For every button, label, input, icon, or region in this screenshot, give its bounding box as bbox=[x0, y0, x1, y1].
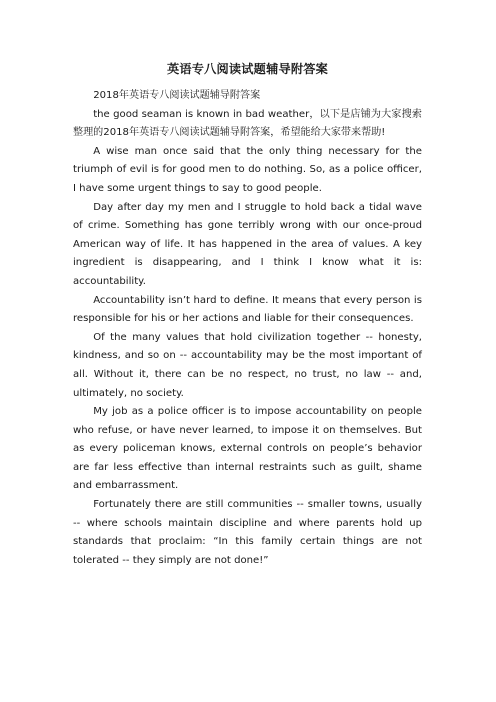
paragraph-values: Of the many values that hold civilization together -- honesty, kindness, and so on -- accountability may be the most important of all. Without it, there can be no respect, no trust, no law -- and, ultimately, no society. bbox=[73, 331, 422, 399]
paragraph-police-job: My job as a police officer is to impose accountability on people who refuse, or have never learned, to impose it on themselves. But as every policeman knows, external controls on people’s behavior are far less effective than internal restraints such as guilt, shame and embarrassment. bbox=[73, 406, 422, 492]
paragraph-definition: Accountability isn’t hard to define. It means that every person is responsible for his or her actions and liable for their consequences. bbox=[73, 294, 422, 325]
paragraph-crime-wave: Day after day my men and I struggle to hold back a tidal wave of crime. Something has gone terribly wrong with our once-proud American way of life. It has happened in the area of values. A key ingredient is disappearing, and I think I know what it is: accountability. bbox=[73, 201, 422, 287]
document-page bbox=[73, 60, 422, 570]
paragraph-wise-man: A wise man once said that the only thing necessary for the triumph of evil is for good men to do nothing. So, as a police officer, I have some urgent things to say to good people. bbox=[73, 145, 422, 194]
document-title: 英语专八阅读试题辅导附答案 bbox=[166, 62, 329, 76]
paragraph-communities: Fortunately there are still communities -- smaller towns, usually -- where schools maintain discipline and where parents hold up standards that proclaim: “In this family certain things are not tolerated -- they simply are not done!” bbox=[73, 499, 422, 566]
paragraph-intro: the good seaman is known in bad weather，以下是店铺为大家搜索整理的2018年英语专八阅读试题辅导附答案，希望能给大家带来帮助! bbox=[73, 108, 422, 139]
paragraph-subtitle: 2018年英语专八阅读试题辅导附答案 bbox=[93, 90, 261, 101]
